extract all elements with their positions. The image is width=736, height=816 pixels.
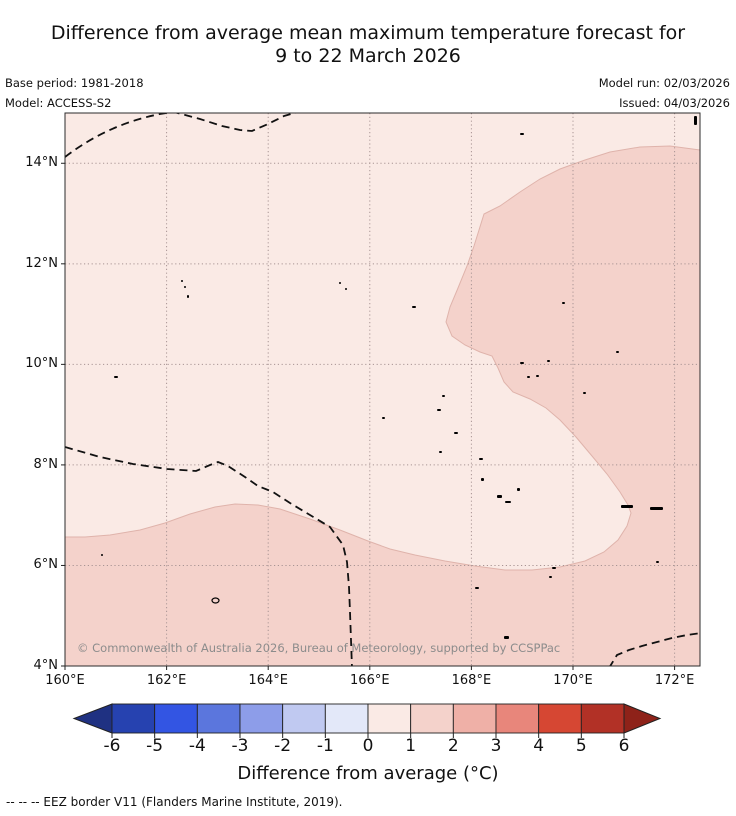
island: [505, 501, 511, 503]
island: [187, 295, 189, 298]
colorbar-over-arrow: [624, 704, 660, 733]
island: [442, 395, 445, 397]
island: [412, 306, 416, 308]
colorbar-tick-label: 3: [490, 736, 502, 756]
island: [382, 417, 385, 419]
island: [345, 288, 347, 290]
island: [520, 362, 524, 364]
colorbar-tick-label: 1: [405, 736, 417, 756]
island: [454, 432, 458, 434]
colorbar-segment--4--3: [197, 704, 240, 733]
colorbar-segment--1-0: [325, 704, 368, 733]
colorbar-segment--2--1: [283, 704, 326, 733]
island: [656, 561, 659, 563]
island: [517, 488, 520, 491]
colorbar-segment--3--2: [240, 704, 283, 733]
colorbar-segment-0-1: [368, 704, 411, 733]
colorbar-segment-1-2: [411, 704, 454, 733]
colorbar-under-arrow: [74, 704, 112, 733]
colorbar-segment--6--5: [112, 704, 155, 733]
island: [536, 375, 539, 377]
colorbar-tick-label: -6: [103, 736, 121, 756]
island: [583, 392, 586, 394]
figure-title-line1: Difference from average mean maximum temperature forecast for: [50, 22, 686, 44]
colorbar-tick-label: -2: [274, 736, 292, 756]
island: [184, 286, 186, 288]
lon-tick-label: 160°E: [45, 673, 85, 688]
island: [481, 478, 484, 481]
lat-tick-label: 4°N: [33, 658, 58, 673]
colorbar-segment--5--4: [155, 704, 198, 733]
lon-tick-label: 170°E: [553, 673, 593, 688]
island: [181, 280, 183, 282]
island: [549, 576, 552, 578]
island: [694, 116, 697, 125]
model-text: Model: ACCESS-S2: [5, 96, 112, 110]
eez-legend-note: -- -- -- EEZ border V11 (Flanders Marine Institute, 2019).: [6, 795, 343, 809]
colorbar-segment-4-5: [539, 704, 582, 733]
island: [114, 376, 118, 378]
lat-tick-label: 8°N: [33, 456, 58, 472]
island: [616, 351, 619, 353]
lat-tick-label: 6°N: [33, 557, 58, 573]
colorbar-tick-label: 2: [447, 736, 459, 756]
lon-tick-label: 164°E: [248, 673, 288, 688]
colorbar-tick-label: 0: [362, 736, 374, 756]
colorbar-segment-3-4: [496, 704, 539, 733]
island: [437, 409, 441, 411]
colorbar-segment-2-3: [453, 704, 496, 733]
colorbar: [74, 704, 660, 738]
lon-tick-label: 168°E: [451, 673, 492, 688]
island: [547, 360, 550, 362]
island: [479, 458, 483, 460]
copyright-text: © Commonwealth of Australia 2026, Bureau of Meteorology, supported by CCSPPac: [77, 641, 561, 655]
issued-text: Issued: 04/03/2026: [619, 96, 730, 110]
island: [562, 302, 565, 304]
colorbar-tick-label: -4: [188, 736, 206, 756]
island: [439, 451, 442, 453]
lon-tick-label: 172°E: [654, 673, 695, 688]
lat-tick-label: 14°N: [25, 155, 58, 171]
colorbar-tick-label: -3: [231, 736, 249, 756]
lon-tick-label: 166°E: [350, 673, 390, 688]
lon-tick-label: 162°E: [146, 673, 187, 688]
island: [552, 567, 556, 569]
island: [101, 554, 103, 556]
lat-tick-label: 12°N: [25, 255, 58, 271]
colorbar-tick-label: 6: [618, 736, 630, 756]
colorbar-segment-5-6: [581, 704, 624, 733]
model-run-text: Model run: 02/03/2026: [598, 76, 730, 90]
colorbar-tick-label: -1: [316, 736, 334, 756]
figure-title-line2: 9 to 22 March 2026: [275, 45, 461, 67]
island: [497, 495, 502, 498]
base-period-text: Base period: 1981-2018: [5, 76, 144, 90]
island: [520, 133, 524, 135]
island: [527, 376, 530, 378]
colorbar-title: Difference from average (°C): [237, 763, 499, 784]
lat-tick-label: 10°N: [25, 356, 58, 372]
colorbar-tick-label: 5: [575, 736, 587, 756]
island: [475, 587, 479, 589]
island: [504, 636, 509, 639]
island: [621, 505, 633, 508]
colorbar-tick-label: 4: [533, 736, 545, 756]
island: [339, 282, 341, 284]
colorbar-tick-label: -5: [146, 736, 164, 756]
island: [650, 507, 663, 510]
